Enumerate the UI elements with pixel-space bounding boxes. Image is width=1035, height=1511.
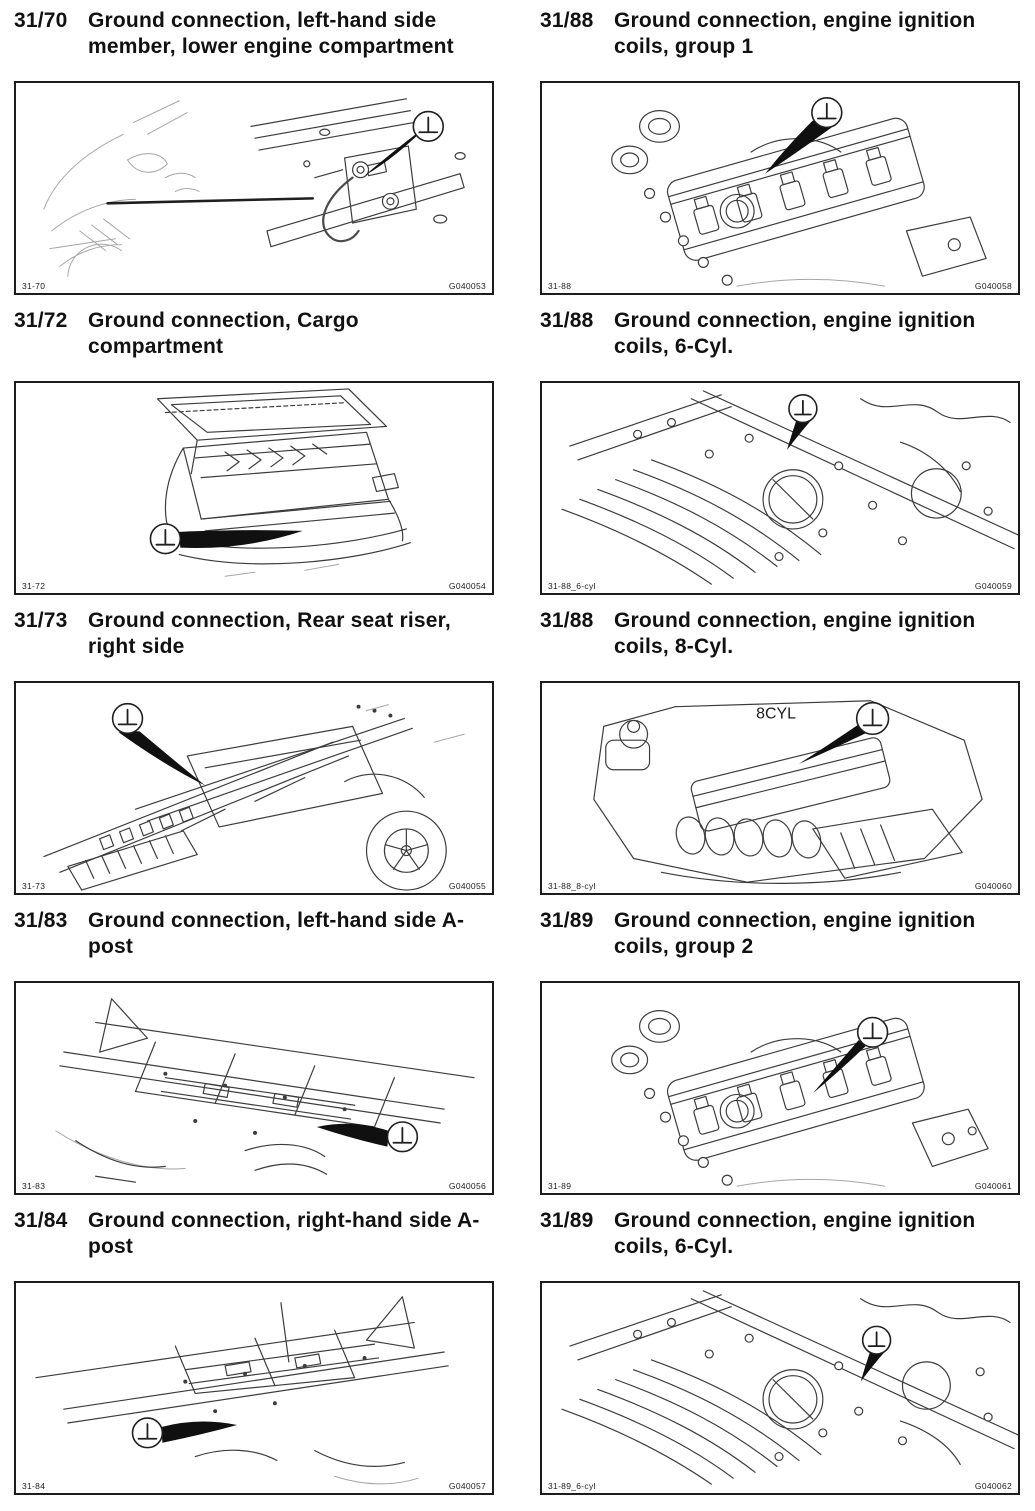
- figure-title: Ground connection, engine ignition coils, group 1: [614, 9, 976, 58]
- figure-corner-id: 31-88_8-cyl: [548, 880, 596, 891]
- figure-corner-id: 31-88_6-cyl: [548, 580, 596, 591]
- figure-title: Ground connection, left-hand side member, lower engine compartment: [88, 9, 454, 58]
- figure-panel: [540, 681, 1020, 895]
- figure-section-31-89-group2: [540, 908, 1020, 1195]
- figure-panel: [14, 1281, 494, 1495]
- figure-panel: [14, 681, 494, 895]
- figure-section-31-84: [14, 1208, 494, 1495]
- figure-code: G040055: [448, 880, 486, 891]
- figure-corner-id: 31-89_6-cyl: [548, 1480, 596, 1491]
- figure-panel: [14, 981, 494, 1195]
- figure-title: Ground connection, engine ignition coils, group 2: [614, 909, 976, 958]
- figure-title: Ground connection, engine ignition coils, 6-Cyl.: [614, 309, 976, 358]
- figure-section-31-88-6cyl: [540, 308, 1020, 595]
- figure-section-31-83: [14, 908, 494, 1195]
- figure-code: G040054: [448, 580, 486, 591]
- figure-drawing-right-a-post: [16, 1283, 492, 1493]
- figure-panel: [14, 81, 494, 295]
- figure-ref: 31/73: [14, 609, 68, 632]
- figure-code: G040059: [974, 580, 1012, 591]
- figure-code: G040057: [448, 1480, 486, 1491]
- figure-section-31-73: [14, 608, 494, 895]
- figure-panel: [540, 81, 1020, 295]
- figure-drawing-rear-seat-riser: [16, 683, 492, 893]
- figure-code: G040062: [974, 1480, 1012, 1491]
- figure-panel: [540, 981, 1020, 1195]
- figure-code: G040053: [448, 280, 486, 291]
- figure-heading: [14, 8, 494, 60]
- figure-heading: [540, 1208, 1020, 1260]
- figure-ref: 31/84: [14, 1209, 68, 1232]
- figure-section-31-89-6cyl: [540, 1208, 1020, 1495]
- figure-title: Ground connection, engine ignition coils, 6-Cyl.: [614, 1209, 976, 1258]
- figure-heading: [540, 308, 1020, 360]
- figure-ref: 31/88: [540, 609, 594, 632]
- figure-code: G040056: [448, 1180, 486, 1191]
- figure-heading: [14, 308, 494, 360]
- figure-corner-id: 31-72: [22, 580, 46, 591]
- figure-drawing-ignition-coils-8cyl: [542, 683, 1018, 893]
- figure-title: Ground connection, Cargo compartment: [88, 309, 359, 358]
- figure-corner-id: 31-73: [22, 880, 46, 891]
- figure-code: G040060: [974, 880, 1012, 891]
- engine-8cyl-label: 8CYL: [756, 705, 796, 723]
- left-column: [14, 8, 494, 1511]
- figure-section-31-88-group1: [540, 8, 1020, 295]
- figure-ref: 31/88: [540, 9, 594, 32]
- figure-section-31-88-8cyl: [540, 608, 1020, 895]
- figure-ref: 31/89: [540, 1209, 594, 1232]
- figure-panel: [540, 381, 1020, 595]
- figure-heading: [540, 8, 1020, 60]
- figure-drawing-ignition-coils-group1: [542, 83, 1018, 293]
- figure-code: G040058: [974, 280, 1012, 291]
- figure-heading: [14, 908, 494, 960]
- figure-corner-id: 31-89: [548, 1180, 572, 1191]
- figure-drawing-front-side-member: [16, 83, 492, 293]
- figure-panel: [540, 1281, 1020, 1495]
- figure-heading: [14, 1208, 494, 1260]
- figure-ref: 31/83: [14, 909, 68, 932]
- figure-drawing-cargo-compartment: [16, 383, 492, 593]
- figure-heading: [540, 908, 1020, 960]
- figure-ref: 31/70: [14, 9, 68, 32]
- figure-title: Ground connection, left-hand side A-post: [88, 909, 465, 958]
- figure-heading: [540, 608, 1020, 660]
- figure-code: G040061: [974, 1180, 1012, 1191]
- right-column: [540, 8, 1020, 1511]
- figure-section-31-72: [14, 308, 494, 595]
- figure-corner-id: 31-84: [22, 1480, 46, 1491]
- figure-drawing-ignition-coils-6cyl: [542, 383, 1018, 593]
- figure-corner-id: 31-88: [548, 280, 572, 291]
- figure-heading: [14, 608, 494, 660]
- figure-drawing-ignition-coils-6cyl-b: [542, 1283, 1018, 1493]
- figure-title: Ground connection, right-hand side A-post: [88, 1209, 480, 1258]
- figure-corner-id: 31-70: [22, 280, 46, 291]
- figure-ref: 31/72: [14, 309, 68, 332]
- figure-drawing-ignition-coils-group2: [542, 983, 1018, 1193]
- figure-panel: [14, 381, 494, 595]
- figure-title: Ground connection, Rear seat riser, right side: [88, 609, 451, 658]
- figure-ref: 31/88: [540, 309, 594, 332]
- figure-drawing-left-a-post: [16, 983, 492, 1193]
- figure-title: Ground connection, engine ignition coils, 8-Cyl.: [614, 609, 976, 658]
- figure-ref: 31/89: [540, 909, 594, 932]
- figure-section-31-70: [14, 8, 494, 295]
- figure-corner-id: 31-83: [22, 1180, 46, 1191]
